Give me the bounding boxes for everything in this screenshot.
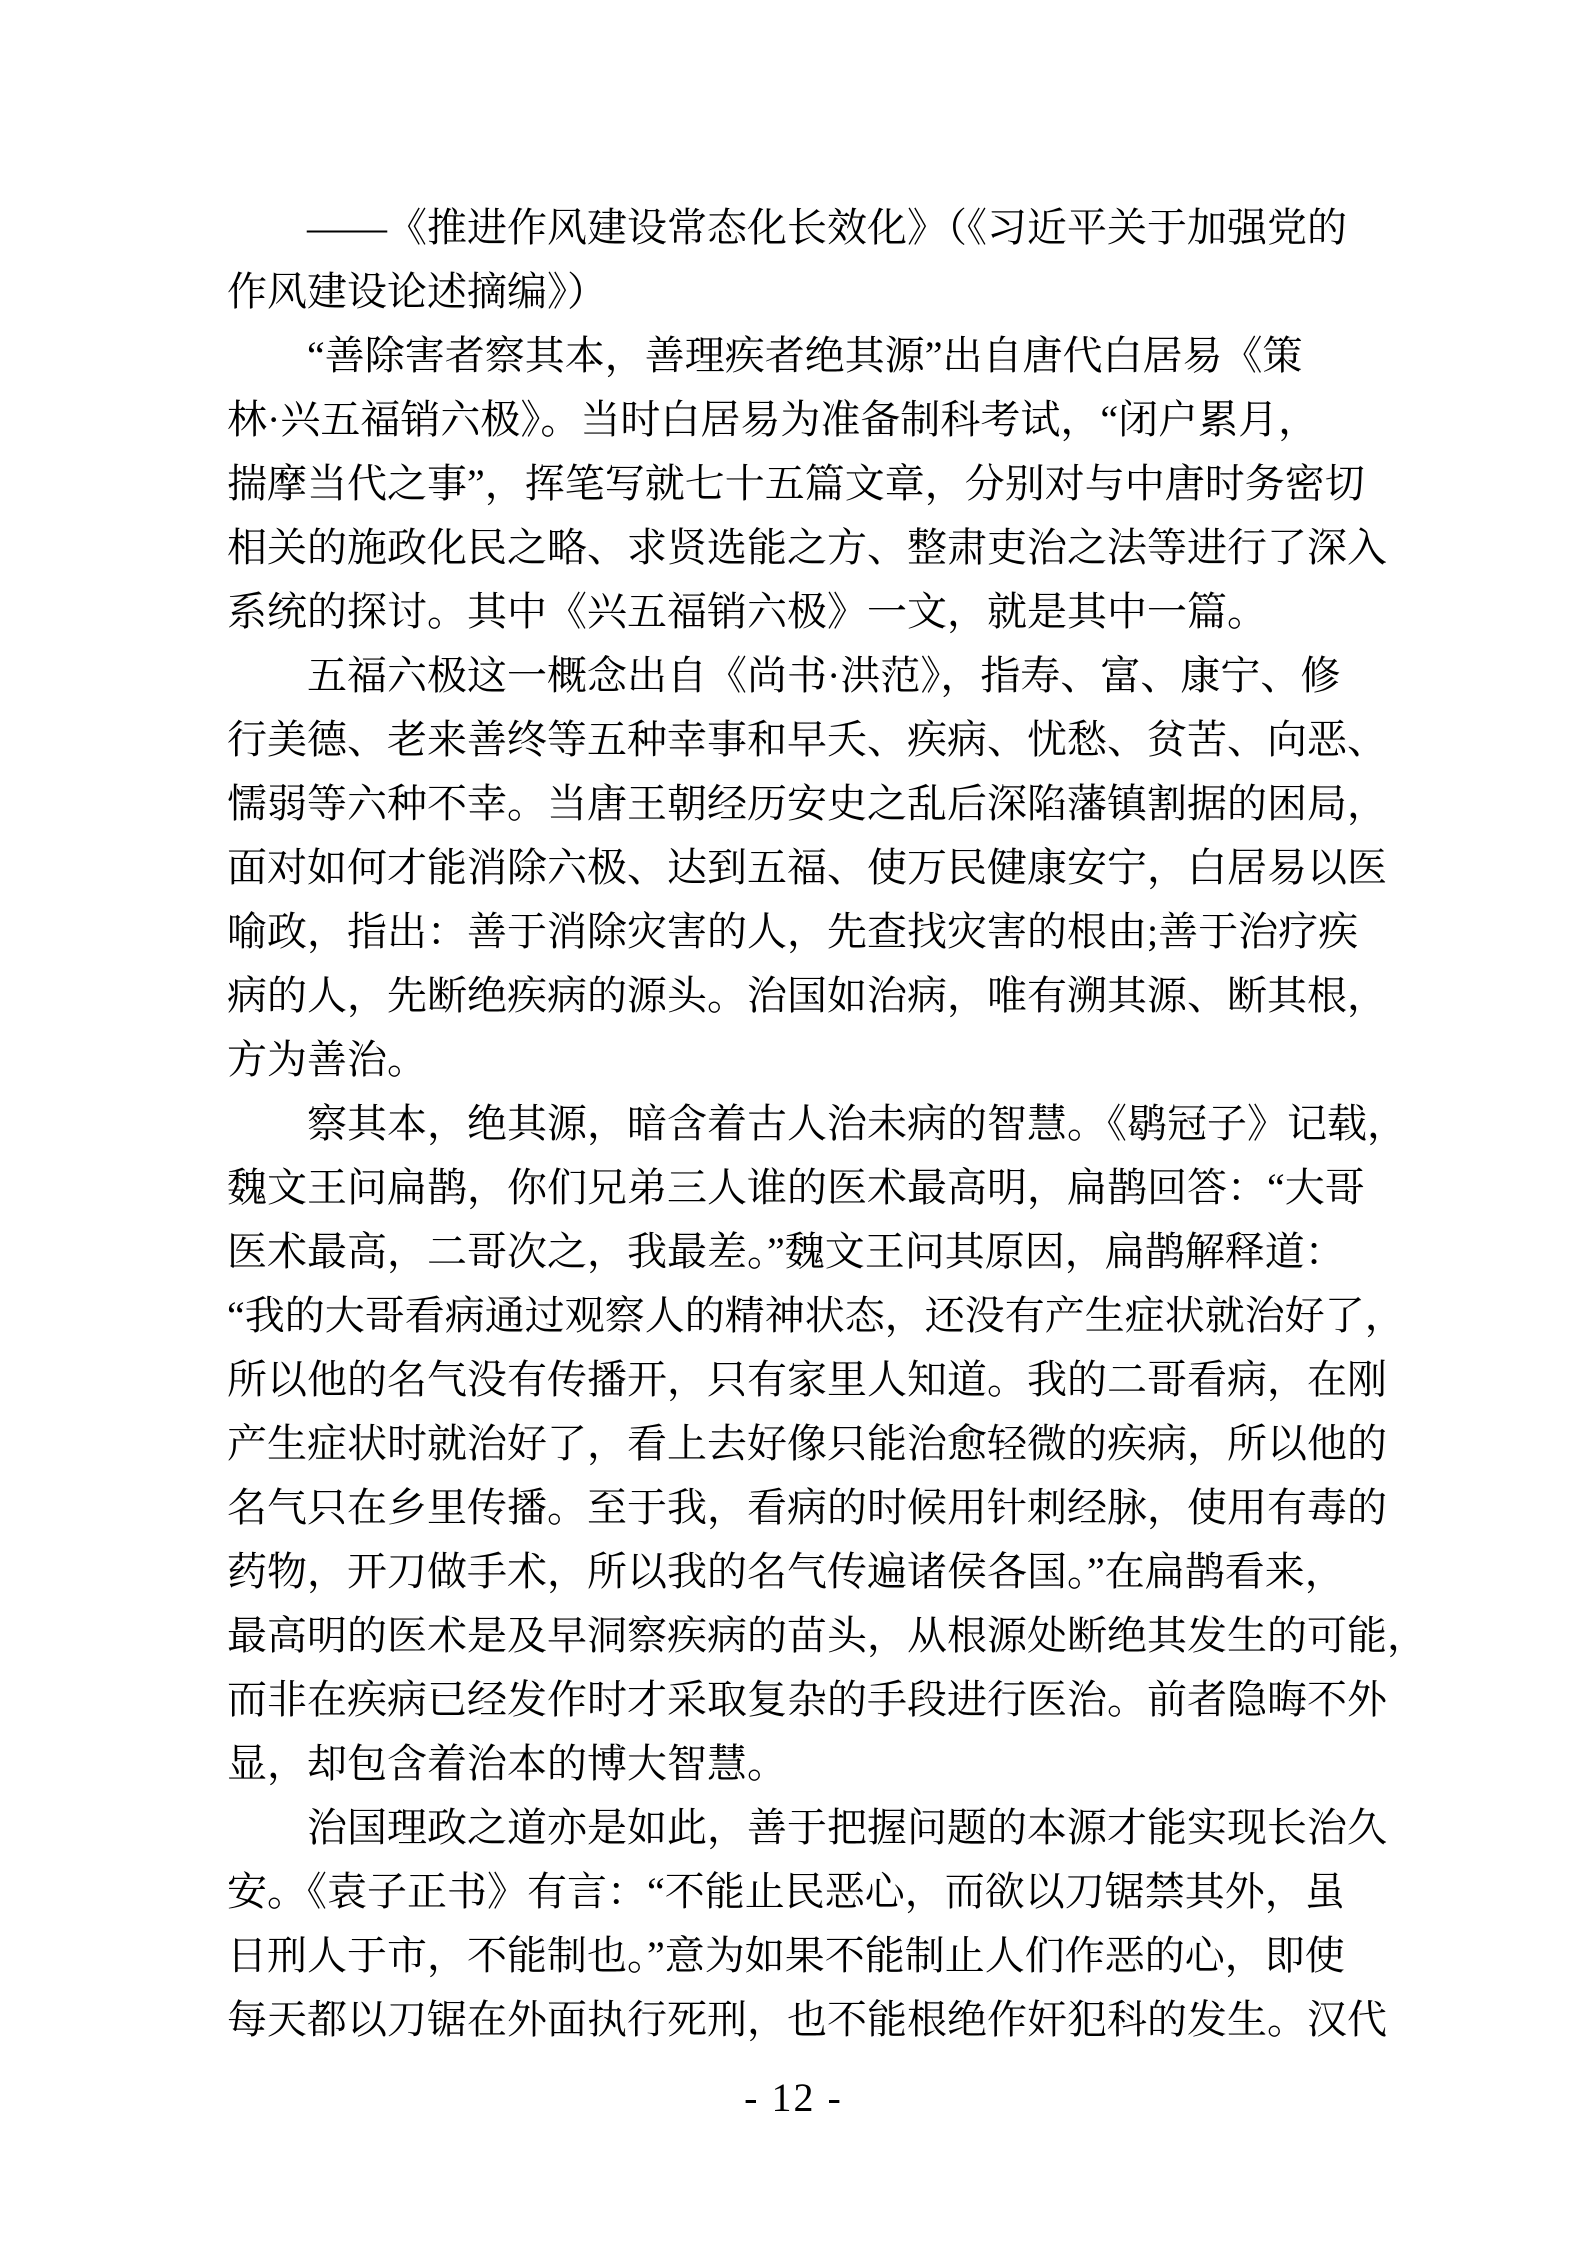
text-line: 最高明的医术是及早洞察疾病的苗头，从根源处断绝其发生的可能， [227,1613,1427,1658]
page-number: - 12 - [744,2075,843,2120]
page-footer [0,2075,1587,2120]
text-line: 行美德、老来善终等五种幸事和早夭、疾病、忧愁、贫苦、向恶、 [227,717,1387,762]
text-line: 五福六极这一概念出自《尚书·洪范》，指寿、富、康宁、修 [307,653,1341,698]
text-line: 魏文王问扁鹊，你们兄弟三人谁的医术最高明，扁鹊回答：“大哥 [227,1165,1365,1210]
text-line: 林·兴五福销六极》。当时白居易为准备制科考试，“闭户累月， [227,397,1319,442]
text-line: ——《推进作风建设常态化长效化》（《习近平关于加强党的 [307,205,1347,250]
text-line: 治国理政之道亦是如此，善于把握问题的本源才能实现长治久 [307,1805,1387,1850]
text-line: 喻政，指出：善于消除灾害的人，先查找灾害的根由;善于治疗疾 [227,909,1359,954]
document-body [227,196,1427,2052]
text-line: 病的人，先断绝疾病的源头。治国如治病，唯有溯其源、断其根， [227,973,1387,1018]
text-line: 医术最高，二哥次之，我最差。”魏文王问其原因，扁鹊解释道： [227,1229,1345,1274]
text-line: 面对如何才能消除六极、达到五福、使万民健康安宁，白居易以医 [227,845,1387,890]
text-line: 每天都以刀锯在外面执行死刑，也不能根绝作奸犯科的发生。汉代 [227,1997,1387,2042]
text-line: 日刑人于市，不能制也。”意为如果不能制止人们作恶的心，即使 [227,1933,1345,1978]
text-line: 揣摩当代之事”，挥笔写就七十五篇文章，分别对与中唐时务密切 [227,461,1365,506]
text-line: 方为善治。 [227,1037,427,1082]
text-line: 安。《袁子正书》有言：“不能止民恶心，而欲以刀锯禁其外，虽 [227,1869,1345,1914]
text-line: “我的大哥看病通过观察人的精神状态，还没有产生症状就治好了， [227,1293,1405,1338]
text-line: 所以他的名气没有传播开，只有家里人知道。我的二哥看病，在刚 [227,1357,1387,1402]
text-line: 而非在疾病已经发作时才采取复杂的手段进行医治。前者隐晦不外 [227,1677,1387,1722]
text-line: 察其本，绝其源，暗含着古人治未病的智慧。《鹖冠子》记载， [307,1101,1407,1146]
text-line: 药物，开刀做手术，所以我的名气传遍诸侯各国。”在扁鹊看来， [227,1549,1345,1594]
text-line: 系统的探讨。其中《兴五福销六极》一文，就是其中一篇。 [227,589,1267,634]
text-line: 懦弱等六种不幸。当唐王朝经历安史之乱后深陷藩镇割据的困局， [227,781,1387,826]
text-line: 产生症状时就治好了，看上去好像只能治愈轻微的疾病，所以他的 [227,1421,1387,1466]
text-line: 相关的施政化民之略、求贤选能之方、整肃吏治之法等进行了深入 [227,525,1387,570]
text-line: “善除害者察其本，善理疾者绝其源”出自唐代白居易《策 [307,333,1303,378]
text-line: 名气只在乡里传播。至于我，看病的时候用针刺经脉，使用有毒的 [227,1485,1387,1530]
text-line: 显，却包含着治本的博大智慧。 [227,1741,787,1786]
text-line: 作风建设论述摘编》） [227,269,607,314]
